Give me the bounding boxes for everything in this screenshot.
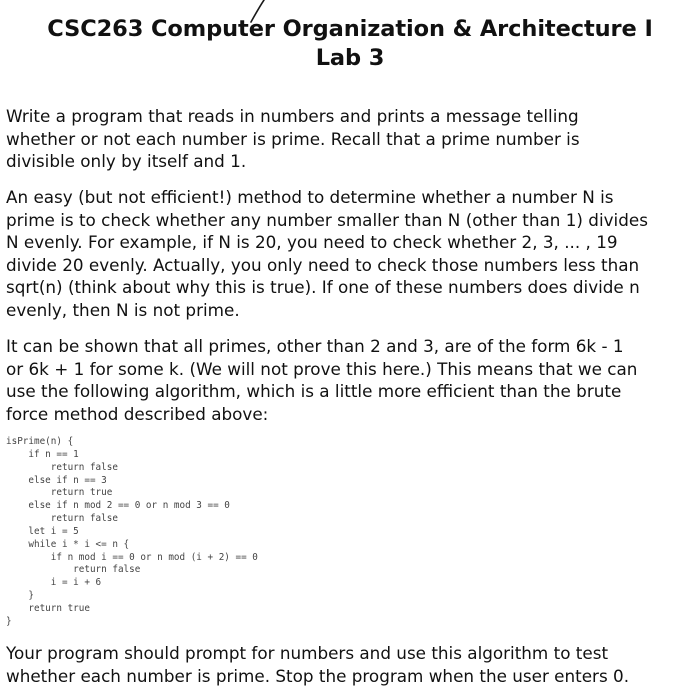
document-title bbox=[0, 15, 700, 73]
text-line: It can be shown that all primes, other than 2 and 3, are of the form 6k - 1 bbox=[6, 336, 624, 356]
code-line: else if n == 3 bbox=[6, 474, 107, 486]
text-line: N evenly. For example, if N is 20, you need to check whether 2, 3, ... , 19 bbox=[6, 232, 618, 253]
title-line-lab: Lab 3 bbox=[315, 45, 385, 72]
intro-paragraph bbox=[6, 105, 698, 173]
code-line: if n mod i == 0 or n mod (i + 2) == 0 bbox=[6, 551, 258, 563]
code-line: } bbox=[6, 590, 34, 602]
code-line: return false bbox=[6, 513, 118, 525]
pseudocode-block bbox=[6, 436, 258, 629]
code-line: while i * i <= n { bbox=[6, 538, 130, 550]
code-line: return true bbox=[6, 487, 113, 499]
code-line: let i = 5 bbox=[6, 525, 79, 537]
code-line: return false bbox=[6, 564, 141, 576]
text-line: sqrt(n) (think about why this is true). If one of these numbers does divide n bbox=[6, 277, 640, 298]
text-line: prime is to check whether any number smaller than N (other than 1) divides bbox=[6, 209, 648, 230]
code-line: i = i + 6 bbox=[6, 577, 102, 589]
text-line: whether or not each number is prime. Recall that a prime number is bbox=[6, 128, 580, 149]
text-line: whether each number is prime. Stop the program when the user enters 0. bbox=[6, 665, 630, 686]
code-line: if n == 1 bbox=[6, 448, 79, 460]
text-line: or 6k + 1 for some k. (We will not prove this here.) This means that we can bbox=[6, 358, 638, 379]
text-line: evenly, then N is not prime. bbox=[6, 299, 240, 320]
text-line: force method described above: bbox=[6, 403, 269, 424]
task-paragraph bbox=[6, 642, 698, 687]
code-line: } bbox=[6, 615, 12, 627]
text-line: divide 20 evenly. Actually, you only need to check those numbers less than bbox=[6, 254, 640, 275]
text-line: divisible only by itself and 1. bbox=[6, 151, 247, 172]
code-line: return true bbox=[6, 602, 90, 614]
code-line: return false bbox=[6, 461, 118, 473]
text-line: use the following algorithm, which is a little more efficient than the brute bbox=[6, 381, 622, 402]
code-line: isPrime(n) { bbox=[6, 436, 74, 447]
text-line: An easy (but not efficient!) method to determine whether a number N is bbox=[6, 187, 614, 207]
title-line-course: CSC263 Computer Organization & Architecture I bbox=[47, 16, 653, 43]
six-k-paragraph bbox=[6, 335, 698, 425]
text-line: Write a program that reads in numbers and prints a message telling bbox=[6, 106, 579, 126]
code-line: else if n mod 2 == 0 or n mod 3 == 0 bbox=[6, 500, 230, 512]
text-line: Your program should prompt for numbers and use this algorithm to test bbox=[6, 643, 609, 663]
brute-force-paragraph bbox=[6, 186, 698, 322]
